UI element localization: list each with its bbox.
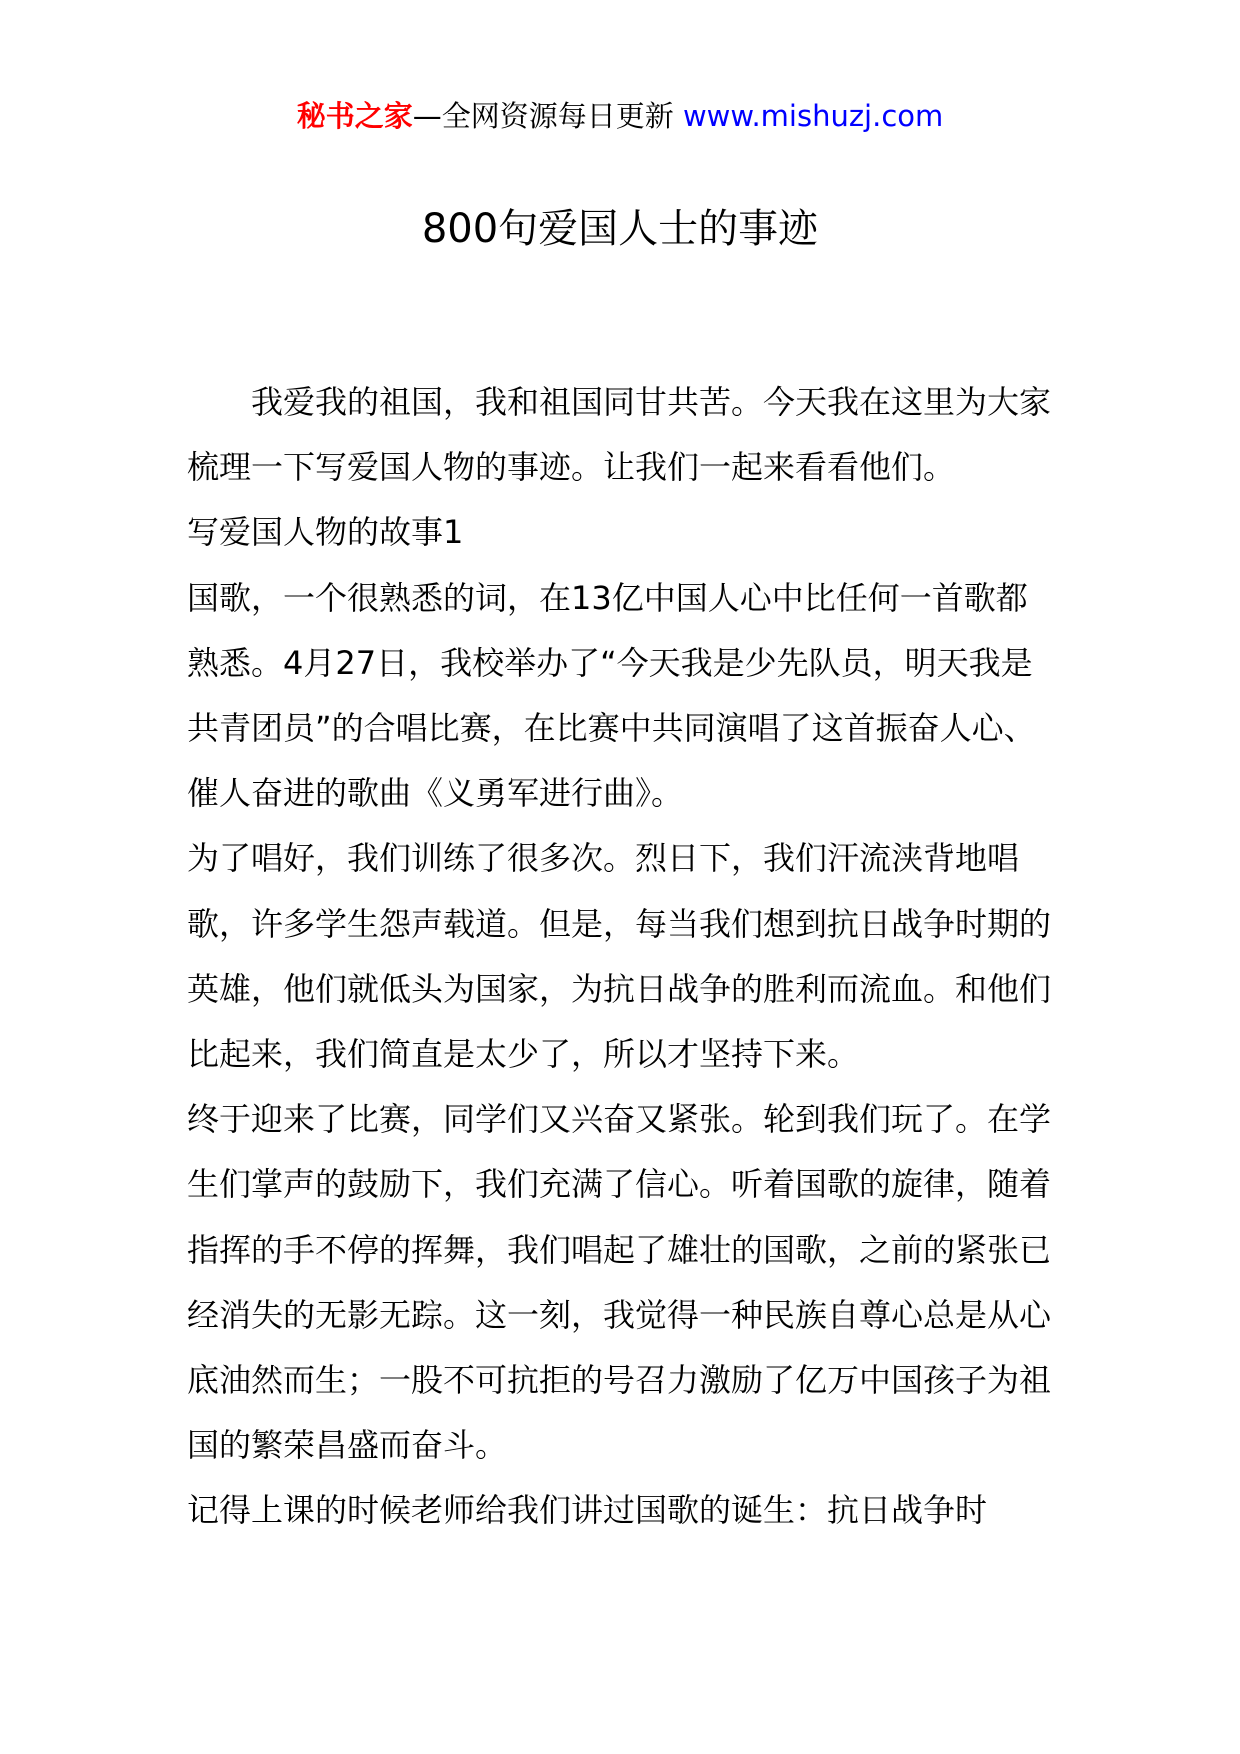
section-heading: 写爱国人物的故事1 (187, 513, 464, 552)
brand-name: 秘书之家 (296, 99, 413, 133)
document-body (187, 370, 1057, 1544)
site-url-link[interactable]: www.mishuzj.com (682, 99, 944, 133)
header-tagline: —全网资源每日更新 (412, 99, 674, 133)
body-paragraph: 为了唱好，我们训练了很多次。烈日下，我们汗流浃背地唱歌，许多学生怨声载道。但是，每当我们想到抗日战争时期的英雄，他们就低头为国家，为抗日战争的胜利而流血。和他们比起来，我们简直是太少了，所以才坚持下来。 (187, 839, 1052, 1074)
intro-paragraph: 我爱我的祖国，我和祖国同甘共苦。今天我在这里为大家梳理一下写爱国人物的事迹。让我们一起来看看他们。 (187, 383, 1052, 487)
document-title: 800句爱国人士的事迹 (421, 206, 819, 252)
site-header (0, 96, 1240, 136)
body-paragraph: 终于迎来了比赛，同学们又兴奋又紧张。轮到我们玩了。在学生们掌声的鼓励下，我们充满了信心。听着国歌的旋律，随着指挥的手不停的挥舞，我们唱起了雄壮的国歌，之前的紧张已经消失的无影无踪。这一刻，我觉得一种民族自尊心总是从心底油然而生；一股不可抗拒的号召力激励了亿万中国孩子为祖国的繁荣昌盛而奋斗。 (187, 1100, 1052, 1465)
body-paragraph: 国歌，一个很熟悉的词，在13亿中国人心中比任何一首歌都熟悉。4月27日，我校举办了“今天我是少先队员，明天我是共青团员”的合唱比赛，在比赛中共同演唱了这首振奋人心、催人奋进的歌曲《义勇军进行曲》。 (187, 578, 1036, 813)
body-paragraph: 记得上课的时候老师给我们讲过国歌的诞生：抗日战争时 (187, 1491, 988, 1530)
